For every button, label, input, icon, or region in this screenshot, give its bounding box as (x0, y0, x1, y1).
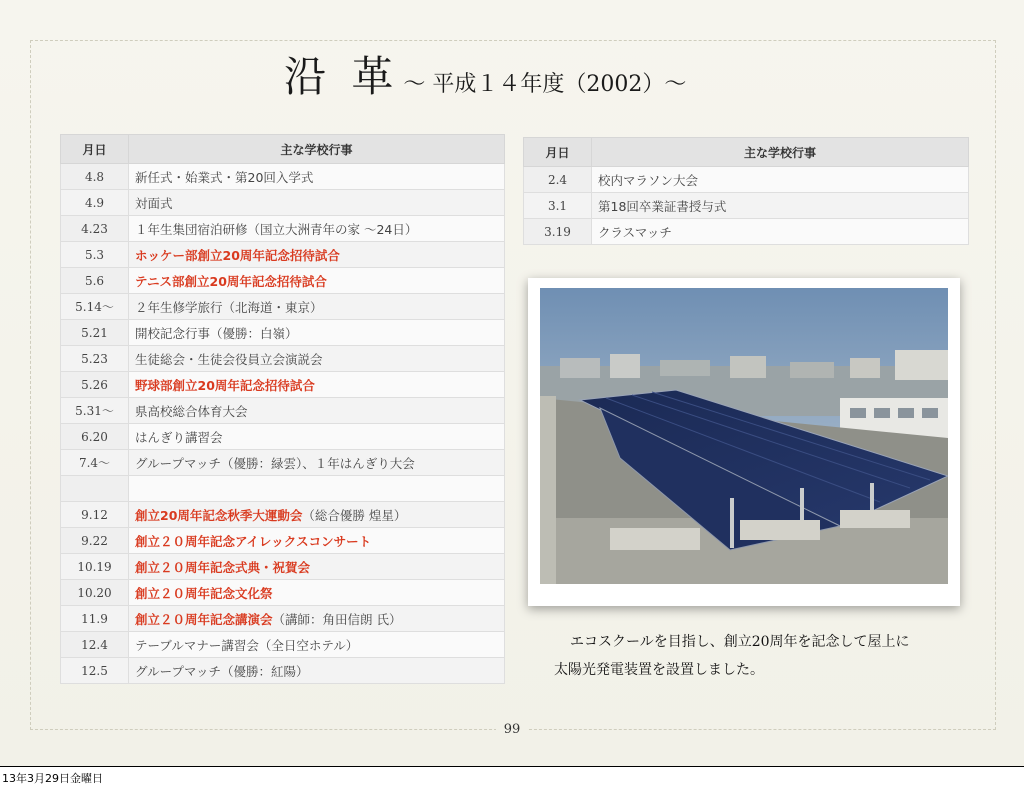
event-date: 10.19 (61, 554, 129, 580)
rooftop-solar-image (540, 288, 948, 584)
footer-bar (0, 766, 1024, 789)
event-date: 4.23 (61, 216, 129, 242)
event-title: テニス部創立20周年記念招待試合 (135, 273, 327, 289)
table-row (524, 193, 969, 219)
event-title: 第18回卒業証書授与式 (598, 198, 727, 214)
event-date: 4.9 (61, 190, 129, 216)
table-row (61, 242, 505, 268)
table-row (61, 476, 505, 502)
table-row (61, 268, 505, 294)
event-title: 新任式・始業式・第20回入学式 (135, 169, 314, 185)
event-title: 対面式 (135, 195, 173, 211)
table-row (61, 164, 505, 190)
table-row (61, 216, 505, 242)
event-name (129, 164, 505, 190)
event-date: 7.4〜 (61, 450, 129, 476)
event-date: 5.3 (61, 242, 129, 268)
event-date: 3.19 (524, 219, 592, 245)
header-date: 月日 (524, 138, 592, 167)
event-date: 10.20 (61, 580, 129, 606)
table-row (61, 502, 505, 528)
event-name (129, 658, 505, 684)
event-date: 5.14〜 (61, 294, 129, 320)
events-table-left (60, 134, 505, 684)
table-header-row (61, 135, 505, 164)
event-date: 6.20 (61, 424, 129, 450)
event-date: 12.5 (61, 658, 129, 684)
event-title: 創立２０周年記念文化祭 (135, 585, 273, 601)
event-title: 校内マラソン大会 (598, 172, 699, 188)
header-date: 月日 (61, 135, 129, 164)
table-row (61, 320, 505, 346)
event-title: 野球部創立20周年記念招待試合 (135, 377, 315, 393)
event-title: 創立２０周年記念講演会 (135, 611, 273, 627)
table-row (61, 346, 505, 372)
title-sub: 〜 平成１４年度（2002）〜 (403, 72, 687, 97)
event-title: 県高校総合体育大会 (135, 403, 248, 419)
event-title: グループマッチ（優勝：緑雲）、１年はんぎり大会 (135, 455, 415, 471)
table-row (524, 167, 969, 193)
table-row (61, 554, 505, 580)
header-event: 主な学校行事 (129, 135, 505, 164)
event-name (129, 632, 505, 658)
event-title: ホッケー部創立20周年記念招待試合 (135, 247, 340, 263)
page-number (0, 722, 1024, 737)
event-date: 5.26 (61, 372, 129, 398)
event-name (129, 424, 505, 450)
photo-caption (540, 628, 980, 684)
event-title: 創立２０周年記念式典・祝賀会 (135, 559, 311, 575)
page-number-text: 99 (496, 722, 529, 737)
event-date: 5.21 (61, 320, 129, 346)
event-date: 4.8 (61, 164, 129, 190)
table-row (61, 294, 505, 320)
event-title: テーブルマナー講習会（全日空ホテル） (135, 637, 359, 653)
table-row (61, 632, 505, 658)
event-title: ２年生修学旅行（北海道・東京） (135, 299, 323, 315)
event-title: 生徒総会・生徒会役員立会演説会 (135, 351, 323, 367)
event-name (129, 268, 505, 294)
event-name (129, 346, 505, 372)
table-row (61, 528, 505, 554)
page-title (284, 44, 686, 104)
event-title: 開校記念行事（優勝：白嶺） (135, 325, 298, 341)
event-name (592, 193, 969, 219)
event-date (61, 476, 129, 502)
table-row (61, 606, 505, 632)
table-header-row (524, 138, 969, 167)
event-name (129, 242, 505, 268)
table-row (61, 580, 505, 606)
title-main: 沿 革 (284, 52, 400, 101)
event-title: クラスマッチ (598, 224, 672, 240)
event-title: １年生集団宿泊研修（国立大洲青年の家 〜24日） (135, 221, 418, 237)
events-table-right (523, 137, 969, 245)
table-row (524, 219, 969, 245)
table-row (61, 190, 505, 216)
header-event: 主な学校行事 (592, 138, 969, 167)
event-date: 5.6 (61, 268, 129, 294)
event-name (129, 502, 505, 528)
table-row (61, 372, 505, 398)
footer-date: 13年3月29日金曜日 (2, 772, 103, 785)
event-note: （総合優勝 煌星） (302, 507, 407, 523)
event-name (129, 580, 505, 606)
event-name (129, 372, 505, 398)
table-row (61, 450, 505, 476)
event-date: 11.9 (61, 606, 129, 632)
event-name (129, 190, 505, 216)
event-name (129, 476, 505, 502)
event-title: グループマッチ（優勝：紅陽） (135, 663, 309, 679)
event-title: はんぎり講習会 (135, 429, 223, 445)
event-title: 創立20周年記念秋季大運動会 (135, 507, 303, 523)
event-note: （講師：角田信朗 氏） (272, 611, 402, 627)
event-name (129, 320, 505, 346)
event-title: 創立２０周年記念アイレックスコンサート (135, 533, 372, 549)
event-name (592, 167, 969, 193)
event-date: 5.23 (61, 346, 129, 372)
event-date: 12.4 (61, 632, 129, 658)
event-date: 3.1 (524, 193, 592, 219)
table-row (61, 424, 505, 450)
event-name (129, 398, 505, 424)
event-name (129, 528, 505, 554)
event-name (129, 606, 505, 632)
event-name (129, 216, 505, 242)
table-row (61, 398, 505, 424)
table-row (61, 658, 505, 684)
caption-line-2: 太陽光発電装置を設置しました。 (554, 662, 764, 678)
event-date: 9.22 (61, 528, 129, 554)
event-name (129, 554, 505, 580)
caption-line-1: エコスクールを目指し、創立20周年を記念して屋上に (570, 634, 910, 650)
event-date: 2.4 (524, 167, 592, 193)
solar-panel-photo (528, 278, 960, 606)
event-date: 9.12 (61, 502, 129, 528)
event-date: 5.31〜 (61, 398, 129, 424)
event-name (592, 219, 969, 245)
event-name (129, 294, 505, 320)
event-name (129, 450, 505, 476)
